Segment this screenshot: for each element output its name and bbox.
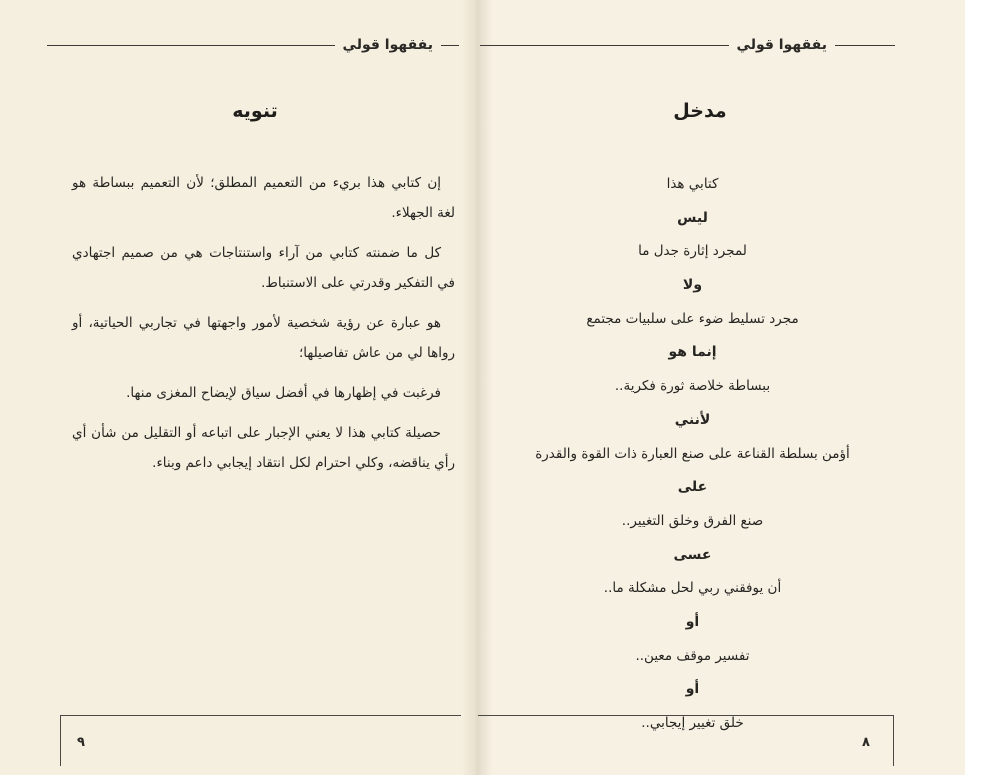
intro-line: أؤمن بسلطة القناعة على صنع العبارة ذات القوة والقدرة — [535, 445, 850, 462]
left-running-head — [47, 34, 459, 56]
notice-paragraph: كل ما ضمنته كتابي من آراء واستنتاجات هي من صميم اجتهادي في التفكير وقدرتي على الاستنباط. — [72, 245, 455, 291]
intro-line: أن يوفقني ربي لحل مشكلة ما.. — [603, 580, 782, 597]
notice-paragraph: هو عبارة عن رؤية شخصية لأمور واجهتها في تجاربي الحياتية، أو رواها لي من عاش تفاصيلها؛ — [72, 315, 455, 361]
running-head-title: يفقهوا قولي — [736, 37, 827, 53]
right-running-head — [480, 34, 895, 56]
intro-keyword: أو — [685, 613, 700, 630]
intro-body — [520, 168, 865, 741]
running-head-rule-short — [441, 45, 459, 46]
notice-paragraph: إن كتابي هذا بريء من التعميم المطلق؛ لأن التعميم ببساطة هو لغة الجهلاء. — [72, 175, 455, 221]
intro-line: مجرد تسليط ضوء على سلبيات مجتمع — [586, 310, 799, 327]
running-head-rule-short — [835, 45, 895, 46]
running-head-title: يفقهوا قولي — [342, 37, 433, 53]
right-page-number: ٨ — [862, 735, 870, 750]
intro-keyword: على — [677, 479, 708, 496]
running-head-rule — [47, 45, 335, 46]
intro-line: تفسير موقف معين.. — [635, 647, 750, 664]
book-gutter — [462, 0, 492, 775]
intro-keyword: أو — [685, 681, 700, 698]
intro-keyword: إنما هو — [668, 344, 717, 361]
left-footer-rule — [60, 715, 461, 766]
intro-line: صنع الفرق وخلق التغيير.. — [621, 512, 764, 529]
intro-line: خلق تغيير إيجابي.. — [641, 715, 744, 731]
notice-body — [72, 168, 455, 488]
notice-paragraph: حصيلة كتابي هذا لا يعني الإجبار على اتباعه أو التقليل من شأن أي رأي يناقضه، وكلي احترام لكل انتقاد إيجابي داعم وبناء. — [72, 425, 455, 471]
intro-line: لمجرد إثارة جدل ما — [638, 243, 747, 260]
right-page-title: مدخل — [673, 100, 727, 122]
notice-paragraph: فرغبت في إظهارها في أفضل سياق لإيضاح المغزى منها. — [126, 385, 441, 401]
left-page-number: ٩ — [77, 735, 85, 750]
left-page-title: تنويه — [232, 100, 278, 122]
intro-keyword: عسى — [673, 546, 712, 563]
intro-line: ببساطة خلاصة ثورة فكرية.. — [614, 378, 771, 395]
running-head-rule — [480, 45, 729, 46]
intro-line: كتابي هذا — [666, 176, 719, 192]
intro-keyword: ولا — [682, 277, 703, 294]
intro-keyword: لأنني — [674, 411, 711, 428]
scan-margin — [965, 0, 1000, 775]
right-footer-rule — [478, 715, 894, 766]
intro-keyword: ليس — [677, 209, 708, 226]
